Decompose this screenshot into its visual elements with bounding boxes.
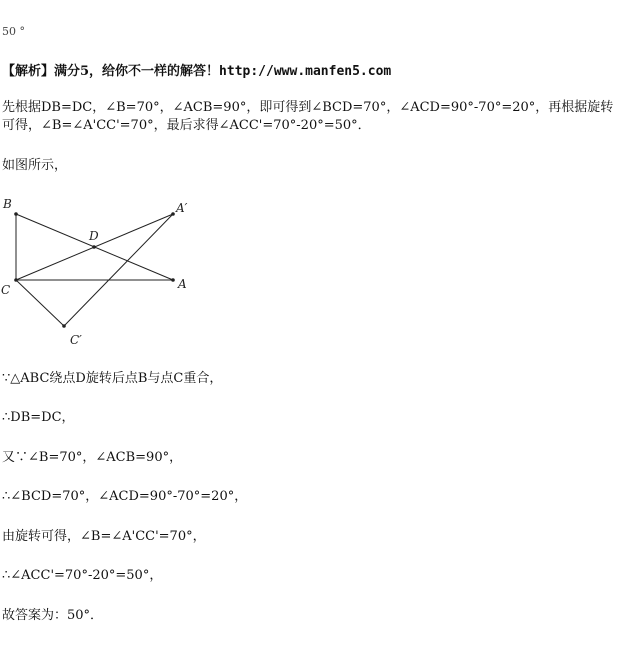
label-C: C (1, 283, 11, 297)
label-D: D (89, 229, 99, 243)
analysis-line-2: 可得，∠B=∠A'CC'=70°，最后求得∠ACC'=70°-20°=50°． (2, 118, 371, 133)
analysis-heading (2, 64, 391, 80)
final-answer: 故答案为：50°． (2, 608, 104, 623)
point-C (14, 278, 18, 282)
figure-intro: 如图所示， (2, 158, 68, 173)
label-C-prime: C′ (70, 333, 82, 347)
label-A-prime: A′ (176, 201, 188, 215)
solution-step-2: ∴DB=DC， (2, 410, 75, 425)
site-url[interactable]: http://www.manfen5.com (219, 64, 392, 79)
answer-value: 50 ° (2, 25, 25, 38)
segment-A-prime-C-prime (64, 214, 173, 326)
point-A-prime (171, 212, 175, 216)
label-A: A (178, 277, 187, 291)
point-B (14, 212, 18, 216)
solution-step-5: 由旋转可得，∠B=∠A'CC'=70°， (2, 529, 206, 544)
point-A (171, 278, 175, 282)
solution-step-1: ∵△ABC绕点D旋转后点B与点C重合， (2, 371, 223, 386)
segment-C-C-prime (16, 280, 64, 326)
solution-step-6: ∴∠ACC'=70°-20°=50°， (2, 568, 163, 583)
heading-label: 【解析】满分5，给你不一样的解答！ (2, 64, 220, 79)
label-B: B (3, 197, 12, 211)
solution-step-4: ∴∠BCD=70°，∠ACD=90°-70°=20°， (2, 489, 248, 504)
point-D (92, 245, 96, 249)
point-C-prime (62, 324, 66, 328)
solution-step-3: 又∵∠B=70°，∠ACB=90°， (2, 450, 183, 465)
analysis-line-1: 先根据DB=DC，∠B=70°，∠ACB=90°，即可得到∠BCD=70°，∠ACD=90°-70°=20°，再根据旋转 (2, 100, 614, 115)
geometry-figure (0, 190, 230, 350)
